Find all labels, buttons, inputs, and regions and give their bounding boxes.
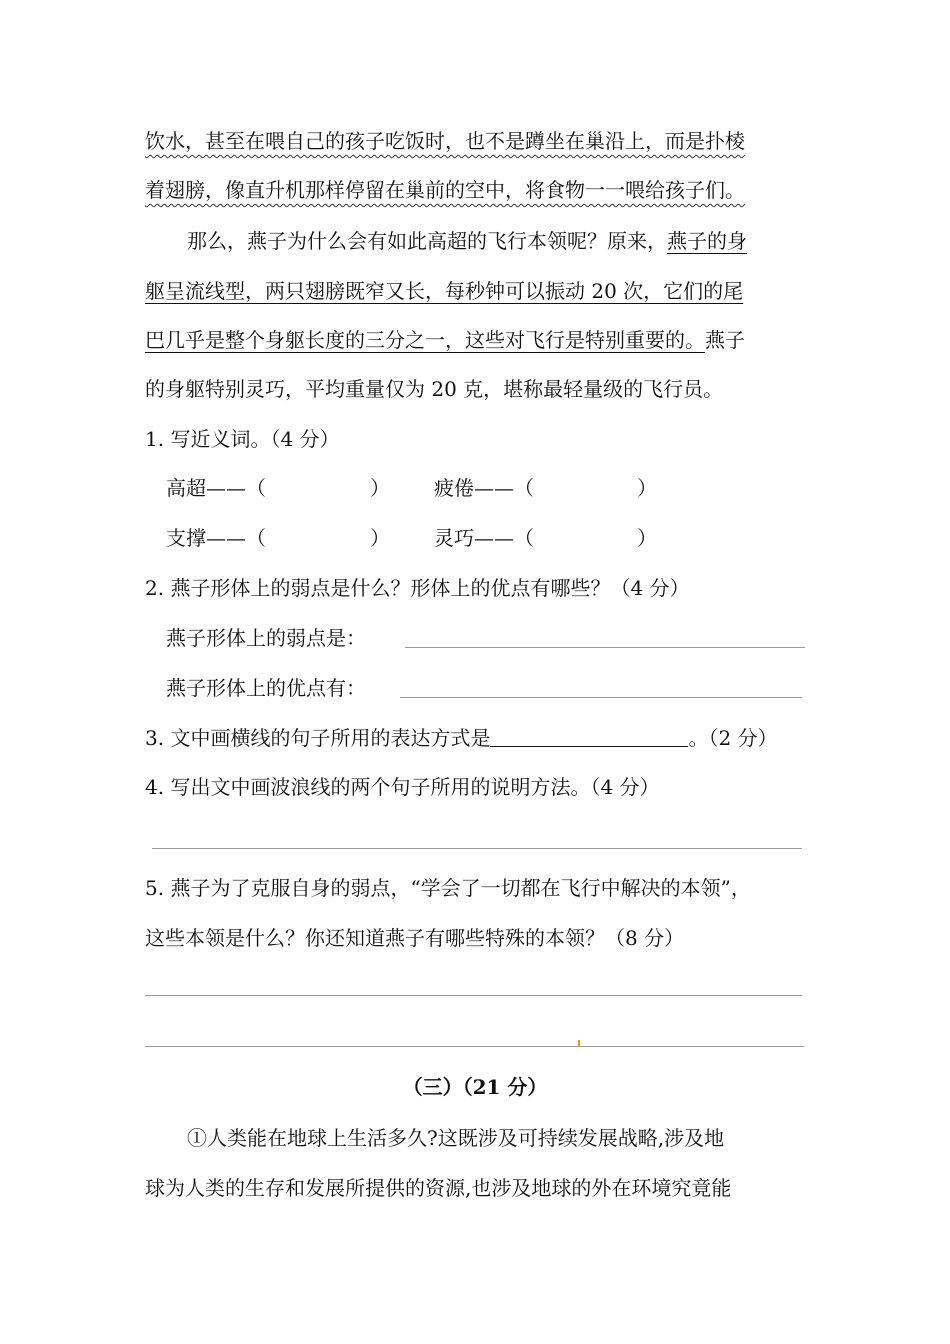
question-3-suffix: 。（2 分） (688, 726, 778, 750)
question-4-answer-line[interactable] (152, 848, 802, 849)
synonym-4-word: 灵巧——（ (434, 526, 534, 550)
synonym-1-word: 高超——（ (166, 476, 266, 500)
question-3 (145, 724, 778, 752)
weakness-label: 燕子形体上的弱点是： (166, 626, 366, 650)
question-5-line-2: 这些本领是什么？你还知道燕子有哪些特殊的本领？（8 分） (145, 926, 685, 950)
passage-line-5 (145, 326, 745, 354)
question-3-blank[interactable] (490, 726, 688, 747)
passage-line-6: 的身躯特别灵巧，平均重量仅为 20 克，堪称最轻量级的飞行员。 (145, 377, 724, 401)
passage-text: 燕子 (705, 328, 745, 352)
section-3-line-2: 球为人类的生存和发展所提供的资源,也涉及地球的外在环境究竟能 (145, 1176, 732, 1200)
passage-line-4: 躯呈流线型，两只翅膀既窄又长，每秒钟可以振动 20 次，它们的尾 (145, 279, 744, 303)
question-1-prompt: 1. 写近义词。（4 分） (145, 427, 340, 451)
section-3-heading: （三）（21 分） (402, 1075, 548, 1099)
weakness-answer-line[interactable] (405, 647, 805, 648)
section-3-line-1: ①人类能在地球上生活多久?这既涉及可持续发展战略,涉及地 (187, 1126, 725, 1150)
passage-text: 那么，燕子为什么会有如此高超的飞行本领呢？原来， (187, 229, 667, 253)
synonym-2-close: ） (637, 476, 657, 500)
passage-line-3 (187, 227, 747, 255)
synonym-3-close: ） (370, 526, 390, 550)
question-4-prompt: 4. 写出文中画波浪线的两个句子所用的说明方法。（4 分） (145, 775, 660, 799)
synonym-2-word: 疲倦——（ (434, 476, 534, 500)
strength-answer-line[interactable] (400, 697, 802, 698)
synonym-3-word: 支撑——（ (166, 526, 266, 550)
underlined-sentence: 巴几乎是整个身躯长度的三分之一，这些对飞行是特别重要的。 (145, 328, 705, 352)
underlined-sentence: 燕子的身 (667, 229, 747, 253)
stray-mark (578, 1040, 580, 1047)
question-5-answer-line-1[interactable] (145, 995, 802, 996)
question-3-prompt: 3. 文中画横线的句子所用的表达方式是 (145, 726, 491, 750)
synonym-4-close: ） (637, 526, 657, 550)
strength-label: 燕子形体上的优点有： (166, 676, 366, 700)
synonym-1-close: ） (370, 476, 390, 500)
question-2-prompt: 2. 燕子形体上的弱点是什么？形体上的优点有哪些？（4 分） (145, 576, 690, 600)
passage-line-2: 着翅膀，像直升机那样停留在巢前的空中，将食物一一喂给孩子们。 (145, 178, 745, 202)
passage-line-1: 饮水，甚至在喂自己的孩子吃饭时，也不是蹲坐在巢沿上，而是扑棱 (145, 129, 745, 153)
question-5-line-1: 5. 燕子为了克服自身的弱点，“学会了一切都在飞行中解决的本领”， (145, 876, 751, 900)
question-5-answer-line-2[interactable] (145, 1046, 804, 1047)
